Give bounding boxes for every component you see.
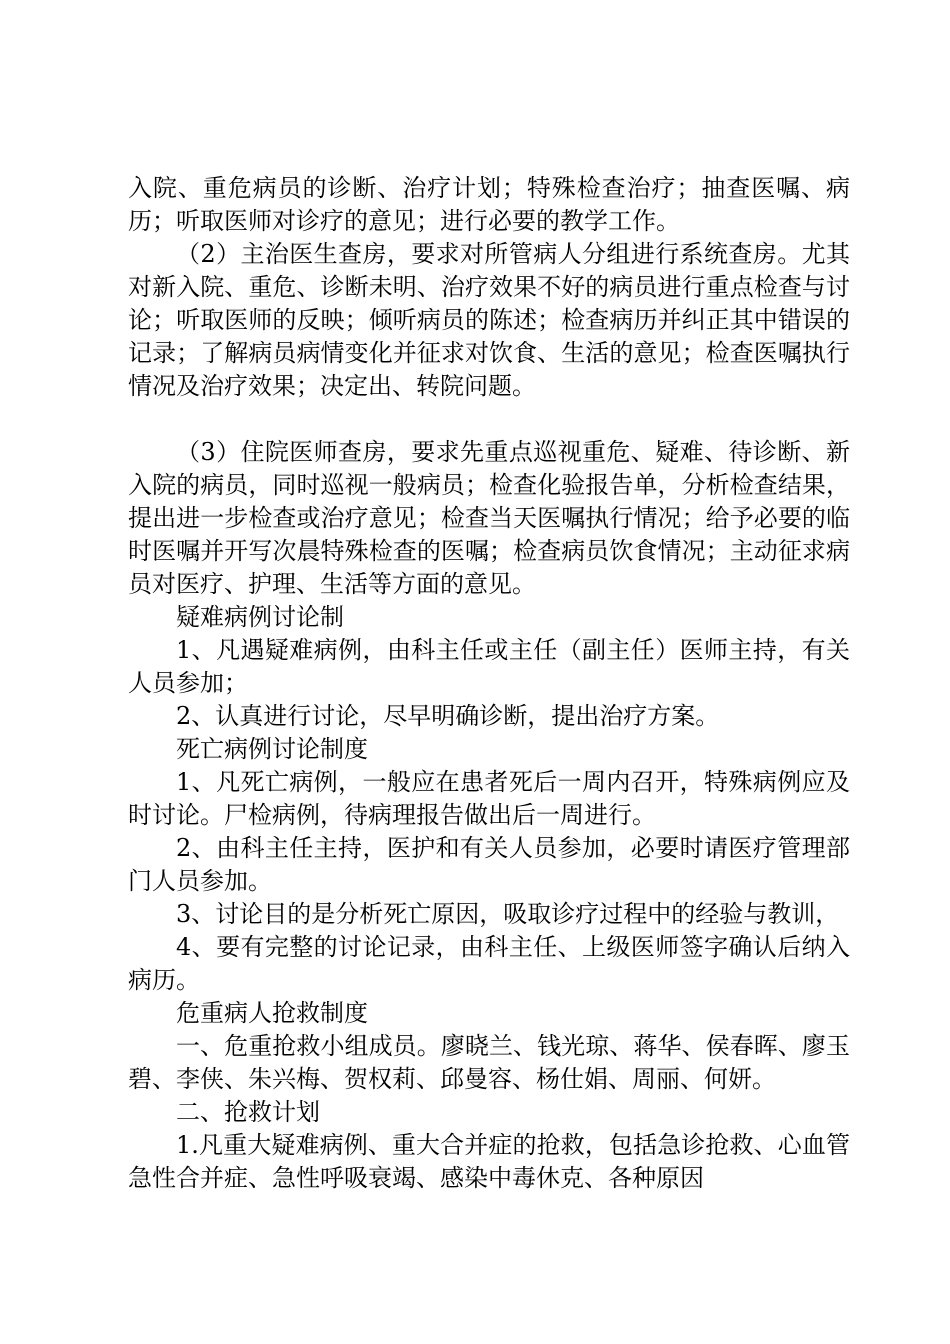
heading-difficult-case-discussion: 疑难病例讨论制 xyxy=(176,603,344,631)
paragraph-rescue-plan-1: 1.凡重大疑难病例、重大合并症的抢救，包括急诊抢救、心血管急性合并症、急性呼吸衰竭、感染中毒休克、各种原因 xyxy=(128,1131,850,1192)
paragraph-ward-round-continued: 入院、重危病员的诊断、治疗计划；特殊检查治疗；抽查医嘱、病历；听取医师对诊疗的意见；进行必要的教学工作。 xyxy=(128,174,850,235)
document-body xyxy=(128,172,850,1195)
heading-rescue-plan: 二、抢救计划 xyxy=(176,1098,320,1126)
heading-death-case-discussion: 死亡病例讨论制度 xyxy=(176,735,368,763)
paragraph-difficult-case-1: 1、凡遇疑难病例，由科主任或主任（副主任）医师主持，有关人员参加； xyxy=(128,636,850,697)
paragraph-death-case-4: 4、要有完整的讨论记录，由科主任、上级医师签字确认后纳入病历。 xyxy=(128,933,850,994)
paragraph-death-case-1: 1、凡死亡病例，一般应在患者死后一周内召开，特殊病例应及时讨论。尸检病例，待病理报告做出后一周进行。 xyxy=(128,768,850,829)
paragraph-death-case-3: 3、讨论目的是分析死亡原因，吸取诊疗过程中的经验与教训， xyxy=(176,900,840,928)
paragraph-attending-round: （2）主治医生查房，要求对所管病人分组进行系统查房。尤其对新入院、重危、诊断未明、治疗效果不好的病员进行重点检查与讨论；听取医师的反映；倾听病员的陈述；检查病历并纠正其中错误的记录；了解病员病情变化并征求对饮食、生活的意见；检查医嘱执行情况及治疗效果；决定出、转院问题。 xyxy=(128,240,850,400)
paragraph-rescue-team: 一、危重抢救小组成员。廖晓兰、钱光琼、蒋华、侯春晖、廖玉碧、李侠、朱兴梅、贺权莉、邱曼容、杨仕娟、周丽、何妍。 xyxy=(128,1032,850,1093)
paragraph-resident-round: （3）住院医师查房，要求先重点巡视重危、疑难、待诊断、新入院的病员，同时巡视一般病员；检查化验报告单，分析检查结果，提出进一步检查或治疗意见；检查当天医嘱执行情况；给予必要的临时医嘱并开写次晨特殊检查的医嘱；检查病员饮食情况；主动征求病员对医疗、护理、生活等方面的意见。 xyxy=(128,438,850,598)
paragraph-death-case-2: 2、由科主任主持，医护和有关人员参加，必要时请医疗管理部门人员参加。 xyxy=(128,834,850,895)
paragraph-difficult-case-2: 2、认真进行讨论，尽早明确诊断，提出治疗方案。 xyxy=(176,702,720,730)
heading-critical-rescue: 危重病人抢救制度 xyxy=(176,999,368,1027)
